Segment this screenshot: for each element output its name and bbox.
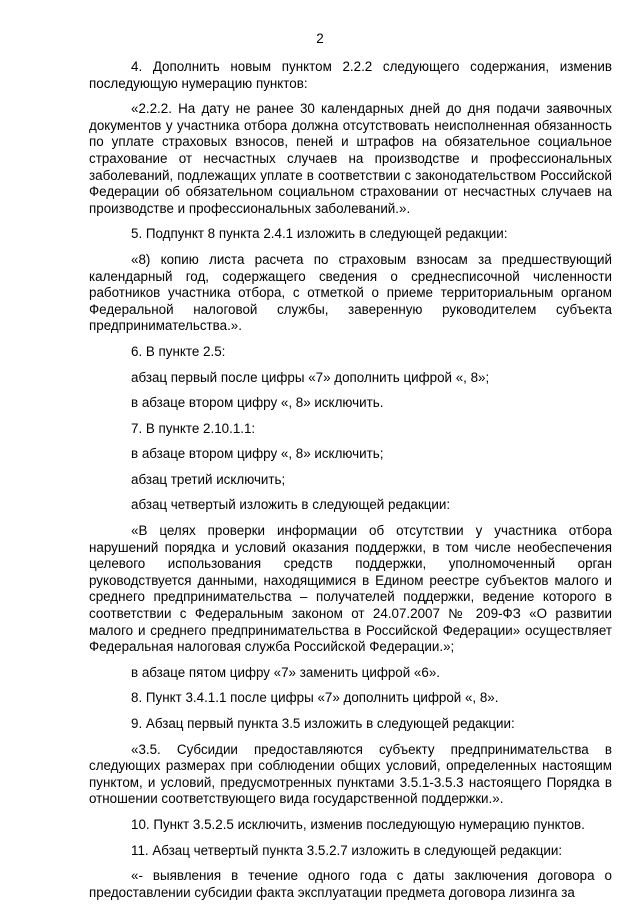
paragraph-quote-leasing: «- выявления в течение одного года с даты заключения договора о предоставлении субсидии факта эксплуатации предмета договора лизинга за bbox=[89, 868, 612, 900]
paragraph-item-5: 5. Подпункт 8 пункта 2.4.1 изложить в следующей редакции: bbox=[131, 226, 508, 242]
paragraph-quote-8: «8) копию листа расчета по страховым взносам за предшествующий календарный год, содержащего сведения о среднесписочной численности работников участника отбора, с отметкой о приеме территориальным органом Федеральной налоговой службы, заверенную руководителем субъекта предпринимательства.». bbox=[89, 251, 612, 334]
paragraph-item-11: 11. Абзац четвертый пункта 3.5.2.7 изложить в следующей редакции: bbox=[131, 842, 563, 858]
paragraph-item-9: 9. Абзац первый пункта 3.5 изложить в следующей редакции: bbox=[131, 716, 515, 731]
paragraph-quote-3-5: «3.5. Субсидии предоставляются субъекту предпринимательства в следующих размерах при соблюдении общих условий, определенных настоящим пунктом, и условий, предусмотренных пунктами 3.5.1-3.5.3 настоящего Порядка в отношении соответствующего вида государственной поддержки.». bbox=[89, 741, 612, 807]
page-number: 2 bbox=[316, 31, 324, 46]
paragraph-item-6-first: абзац первый после цифры «7» дополнить цифрой «, 8»; bbox=[131, 369, 490, 385]
paragraph-item-7-third: абзац третий исключить; bbox=[131, 471, 286, 487]
paragraph-item-7-second: в абзаце втором цифру «, 8» исключить; bbox=[131, 446, 384, 462]
paragraph-item-7-fourth: абзац четвертый изложить в следующей редакции: bbox=[131, 497, 451, 513]
paragraph-item-10: 10. Пункт 3.5.2.5 исключить, изменив последующую нумерацию пунктов. bbox=[131, 816, 585, 832]
paragraph-item-4: 4. Дополнить новым пунктом 2.2.2 следующего содержания, изменив последующую нумерацию пунктов: bbox=[89, 59, 612, 91]
paragraph-quote-2-2-2: «2.2.2. На дату не ранее 30 календарных дней до дня подачи заявочных документов у участника отбора должна отсутствовать неисполненная обязанность по уплате страховых взносов, пеней и штрафов на обязательное социальное страхование от несчастных случаев на производстве и профессиональных заболеваний, подлежащих уплате в соответствии с законодательством Российской Федерации об обязательном социальном страховании от несчастных случаев на производстве и профессиональных заболеваний.». bbox=[89, 101, 612, 216]
paragraph-item-6: 6. В пункте 2.5: bbox=[131, 343, 226, 359]
paragraph-item-6-second: в абзаце втором цифру «, 8» исключить. bbox=[131, 395, 384, 411]
document-body bbox=[89, 59, 612, 910]
paragraph-item-7: 7. В пункте 2.10.1.1: bbox=[131, 420, 256, 436]
paragraph-item-8: 8. Пункт 3.4.1.1 после цифры «7» дополнить цифрой «, 8». bbox=[131, 690, 499, 706]
paragraph-item-7-fifth: в абзаце пятом цифру «7» заменить цифрой «6». bbox=[131, 664, 440, 680]
paragraph-quote-verification: «В целях проверки информации об отсутствии у участника отбора нарушений порядка и условий оказания поддержки, в том числе необеспечения целевого использования средств поддержки, уполномоченный орган руководствуется данными, находящимися в Едином реестре субъектов малого и среднего предпринимательства – получателей поддержки, ведение которого в соответствии с Федеральным законом от 24.07.2007 № 209-ФЗ «О развитии малого и среднего предпринимательства в Российской Федерации» осуществляет Федеральная налоговая служба Российской Федерации.»; bbox=[89, 523, 612, 655]
